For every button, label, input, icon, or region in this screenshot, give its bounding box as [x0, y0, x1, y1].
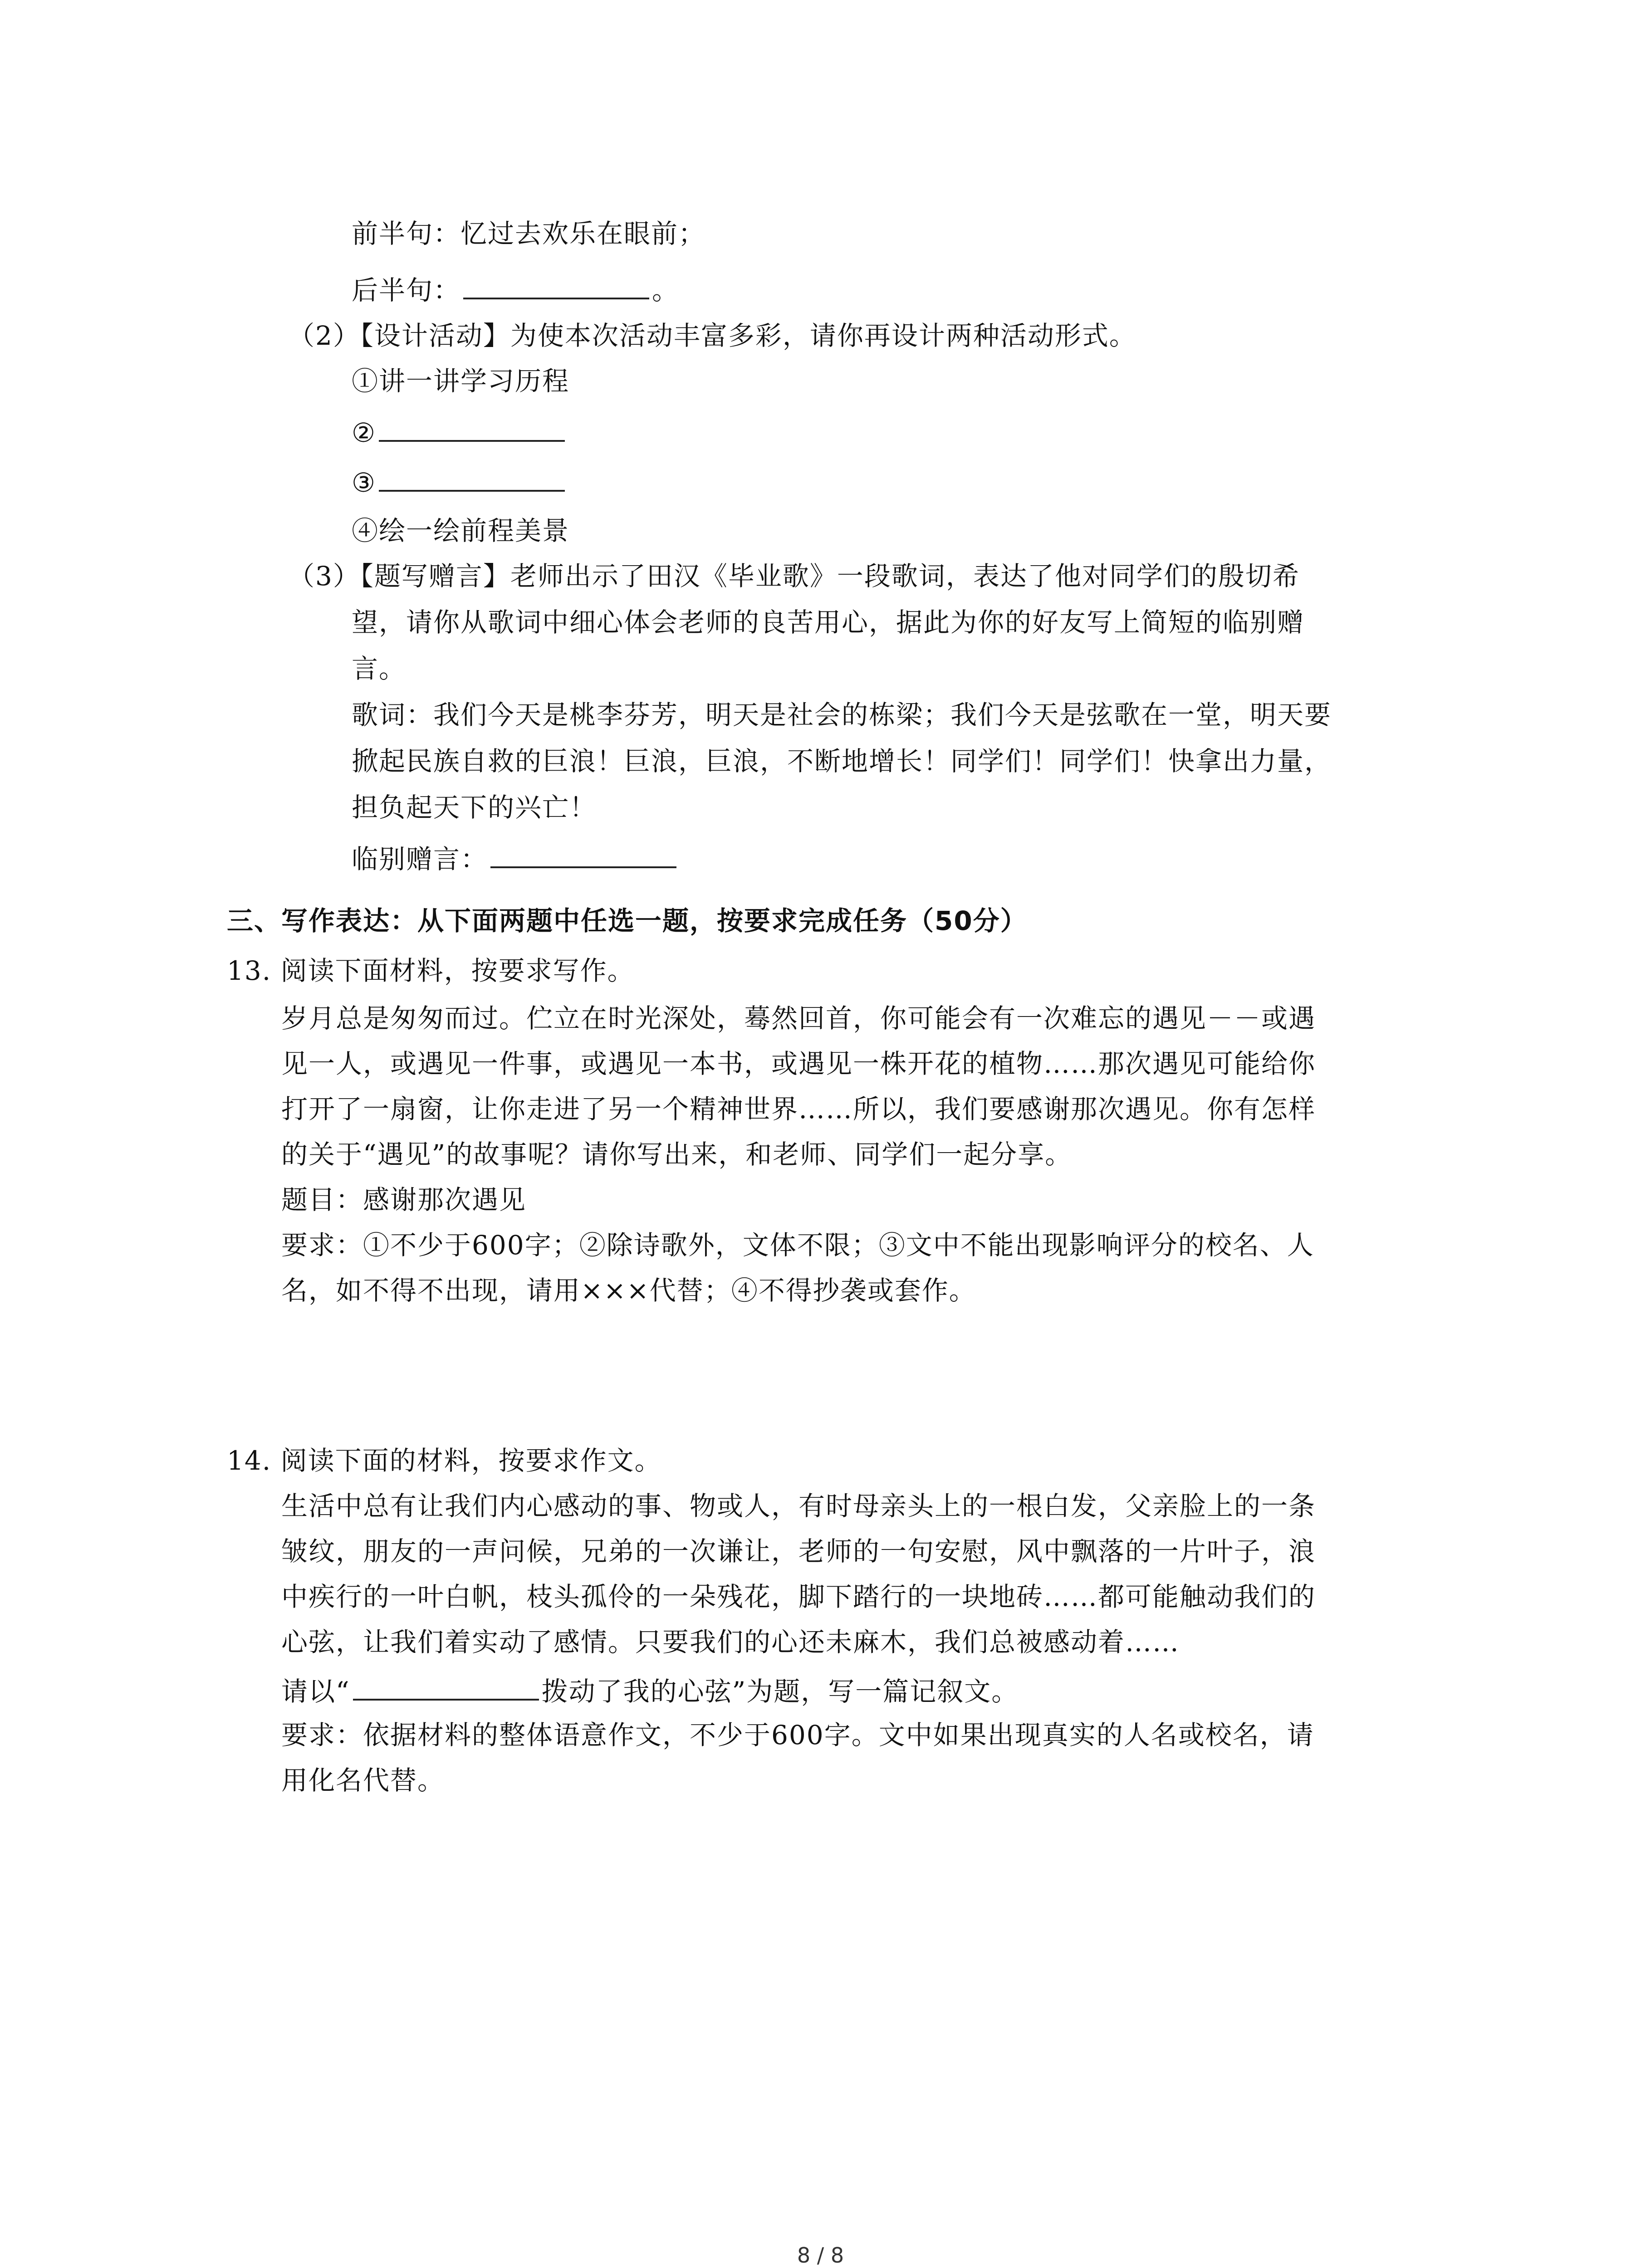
q13-title: 13. 阅读下面材料，按要求写作。	[227, 955, 635, 986]
q14-prompt-start: 请以“	[281, 1676, 350, 1707]
lyrics-line2: 掀起民族自救的巨浪！巨浪，巨浪，不断地增长！同学们！同学们！快拿出力量，	[352, 746, 1332, 777]
first-half-line: 前半句：忆过去欢乐在眼前；	[352, 218, 706, 249]
q13-req-line1: 要求：①不少于600字；②除诗歌外，文体不限；③文中不能出现影响评分的校名、人	[281, 1230, 1314, 1261]
lyrics-line1: 歌词：我们今天是桃李芬芳，明天是社会的栋梁；我们今天是弦歌在一堂，明天要	[352, 699, 1332, 730]
q13-para-line1: 岁月总是匆匆而过。伫立在时光深处，蓦然回首，你可能会有一次难忘的遇见－－或遇	[281, 1003, 1316, 1034]
q13-para-line4: 的关于“遇见”的故事呢？请你写出来，和老师、同学们一起分享。	[281, 1139, 1073, 1170]
activity-item-3-blank[interactable]	[379, 463, 565, 492]
q13-para-line2: 见一人，或遇见一件事，或遇见一本书，或遇见一株开花的植物……那次遇见可能给你	[281, 1048, 1316, 1079]
q14-para-line4: 心弦，让我们着实动了感情。只要我们的心还未麻木，我们总被感动着……	[281, 1627, 1180, 1657]
q14-prompt-end: 拨动了我的心弦”为题，写一篇记叙文。	[541, 1676, 1019, 1707]
q14-req-line1: 要求：依据材料的整体语意作文，不少于600字。文中如果出现真实的人名或校名，请	[281, 1720, 1314, 1750]
q14-prompt	[281, 1672, 1019, 1710]
q12-part3-line3: 言。	[352, 653, 407, 684]
q14-para-line3: 中疾行的一叶白帆，枝头孤伶的一朵残花，脚下踏行的一块地砖……都可能触动我们的	[281, 1581, 1316, 1612]
second-half-blank[interactable]	[463, 270, 649, 299]
q13-req-line2: 名，如不得不出现，请用×××代替；④不得抄袭或套作。	[281, 1275, 976, 1306]
activity-item-3-label: ③	[352, 467, 376, 498]
q14-para-line1: 生活中总有让我们内心感动的事、物或人，有时母亲头上的一根白发，父亲脸上的一条	[281, 1491, 1316, 1521]
second-half-line	[352, 270, 679, 308]
section3-heading: 三、写作表达：从下面两题中任选一题，按要求完成任务（50分）	[227, 905, 1028, 936]
farewell-label: 临别赠言：	[352, 844, 488, 875]
activity-item-3	[352, 463, 568, 501]
activity-item-2-blank[interactable]	[379, 413, 565, 442]
farewell-line	[352, 839, 679, 877]
q13-para-line3: 打开了一扇窗，让你走进了另一个精神世界……所以，我们要感谢那次遇见。你有怎样	[281, 1094, 1316, 1124]
activity-item-4: ④绘一绘前程美景	[352, 515, 570, 546]
q14-req-line2: 用化名代替。	[281, 1765, 445, 1796]
activity-item-2	[352, 413, 568, 451]
second-half-label: 后半句：	[352, 275, 461, 306]
q14-title: 14. 阅读下面的材料，按要求作文。	[227, 1445, 662, 1476]
q14-para-line2: 皱纹，朋友的一声问候，兄弟的一次谦让，老师的一句安慰，风中飘落的一片叶子，浪	[281, 1536, 1316, 1567]
activity-item-1: ①讲一讲学习历程	[352, 366, 570, 396]
activity-item-2-label: ②	[352, 417, 376, 448]
q14-title-blank[interactable]	[353, 1672, 539, 1701]
q12-part3-line1: （3）【题写赠言】老师出示了田汉《毕业歌》一段歌词，表达了他对同学们的殷切希	[288, 561, 1300, 591]
farewell-blank[interactable]	[490, 839, 676, 868]
q12-part3-line2: 望，请你从歌词中细心体会老师的良苦用心，据此为你的好友写上简短的临别赠	[352, 607, 1305, 638]
page-number: 8 / 8	[797, 2243, 844, 2268]
q13-topic: 题目：感谢那次遇见	[281, 1184, 527, 1215]
second-half-end: 。	[652, 275, 680, 306]
q12-part2-title: （2）【设计活动】为使本次活动丰富多彩，请你再设计两种活动形式。	[288, 320, 1136, 351]
lyrics-line3: 担负起天下的兴亡！	[352, 792, 597, 823]
